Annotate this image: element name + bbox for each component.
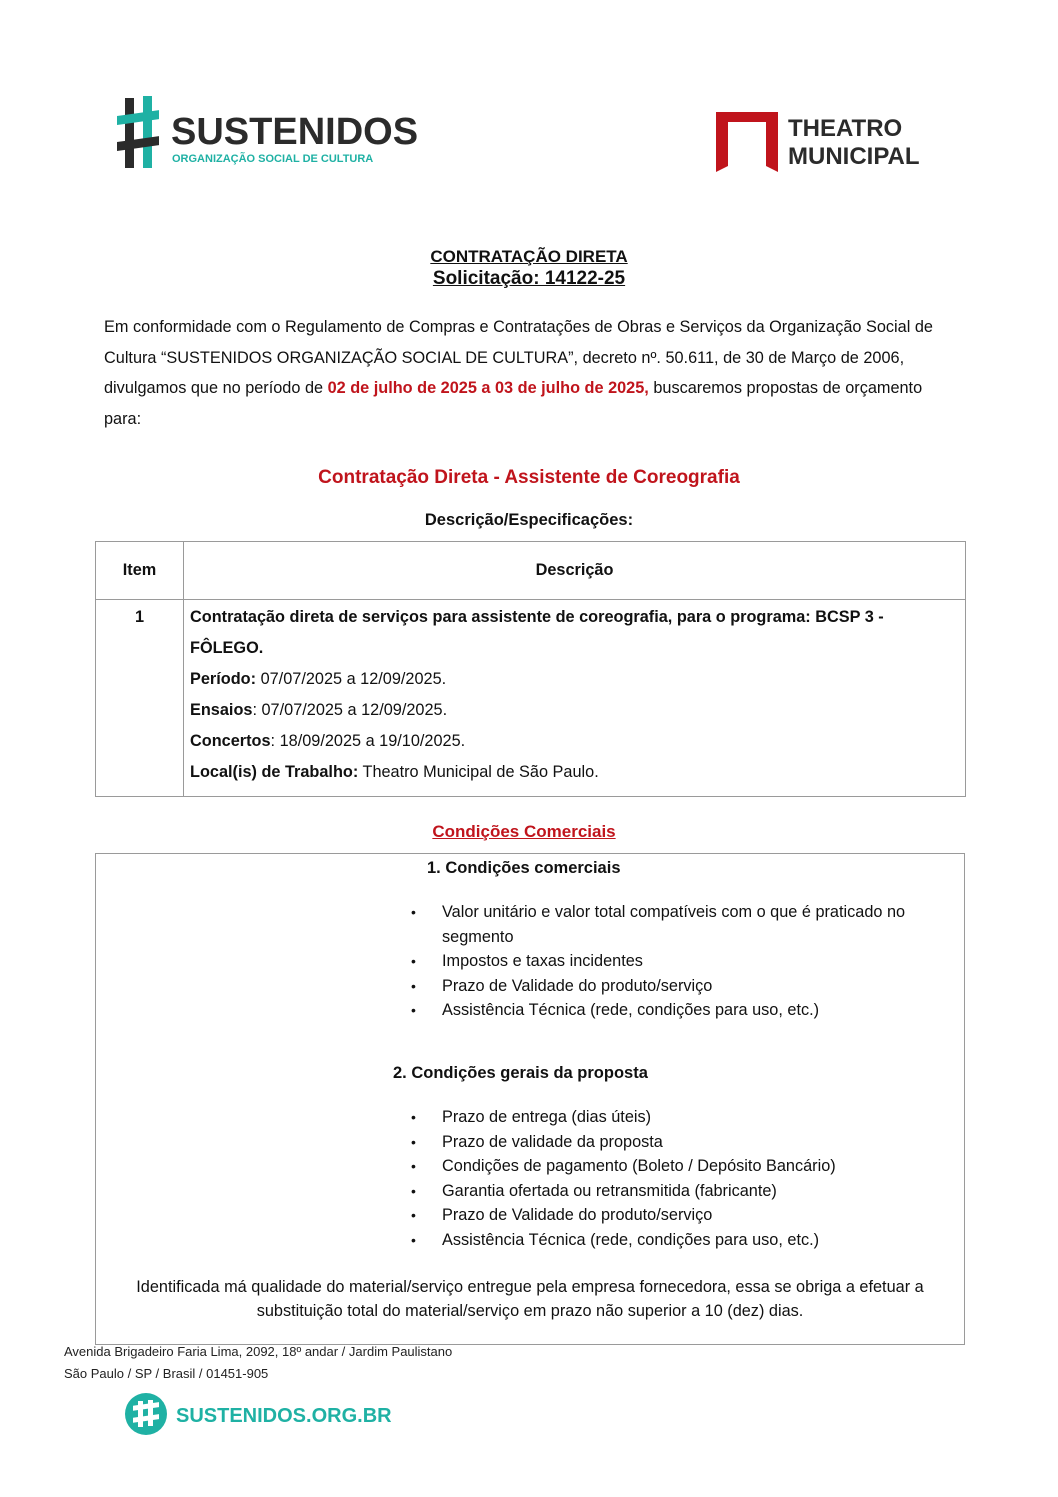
local-label: Local(is) de Trabalho: <box>190 763 359 781</box>
sustenidos-logo <box>117 96 419 172</box>
column-header-description: Descrição <box>184 542 966 600</box>
concertos-label: Concertos <box>190 732 271 750</box>
intro-period-highlight: 02 de julho de 2025 a 03 de julho de 2025, <box>327 379 649 397</box>
list-item: • Assistência Técnica (rede, condições para uso, etc.) <box>408 1228 953 1253</box>
list-item: • Condições de pagamento (Boleto / Depósito Bancário) <box>408 1154 953 1179</box>
list-item: • Garantia ofertada ou retransmitida (fabricante) <box>408 1179 953 1204</box>
periodo-line <box>190 664 959 695</box>
ensaios-line <box>190 695 959 726</box>
intro-paragraph <box>104 312 949 434</box>
periodo-value: 07/07/2025 a 12/09/2025. <box>256 670 447 688</box>
ensaios-label: Ensaios <box>190 701 253 719</box>
sustenidos-logo-subtitle: ORGANIZAÇÃO SOCIAL DE CULTURA <box>172 153 374 165</box>
list-item: • Prazo de entrega (dias úteis) <box>408 1105 953 1130</box>
conditions-group2-list <box>408 1105 953 1252</box>
theatro-logo-line1: THEATRO <box>788 115 903 142</box>
periodo-label: Período: <box>190 670 257 688</box>
ensaios-value: : 07/07/2025 a 12/09/2025. <box>252 701 448 719</box>
list-item: • Assistência Técnica (rede, condições para uso, etc.) <box>408 998 953 1023</box>
list-item: • Valor unitário e valor total compatíveis com o que é praticado no segmento <box>408 900 953 949</box>
item-number: 1 <box>96 600 184 797</box>
conditions-group1-heading: 1. Condições comerciais <box>427 859 621 877</box>
list-item: • Impostos e taxas incidentes <box>408 949 953 974</box>
hashtag-circle-icon <box>125 1393 167 1435</box>
section-title: Contratação Direta - Assistente de Coreografia <box>318 467 740 488</box>
replacement-note: Identificada má qualidade do material/serviço entregue pela empresa fornecedora, essa se obriga a efetuar a substituição total do material/serviço em prazo não superior a 10 (dez) dias. <box>136 1278 924 1320</box>
conditions-title: Condições Comerciais <box>432 822 616 841</box>
hashtag-logo-icon <box>117 96 159 168</box>
intro-text-after: buscaremos propostas de orçamento para: <box>104 379 923 428</box>
spec-table <box>95 541 966 797</box>
service-description: Contratação direta de serviços para assistente de coreografia, para o programa: BCSP 3 - FÔLEGO. <box>190 608 884 657</box>
footer-site-link[interactable]: SUSTENIDOS.ORG.BR <box>176 1405 392 1427</box>
footer-address-line1: Avenida Brigadeiro Faria Lima, 2092, 18º andar / Jardim Paulistano <box>64 1344 453 1359</box>
column-header-item: Item <box>96 542 184 600</box>
concertos-value: : 18/09/2025 a 19/10/2025. <box>270 732 466 750</box>
concertos-line <box>190 726 959 757</box>
conditions-group1-list <box>408 900 953 1023</box>
table-header-row <box>96 542 966 600</box>
theatro-portal-icon <box>716 112 778 172</box>
sustenidos-logo-text: SUSTENIDOS <box>171 111 419 153</box>
conditions-group2-heading: 2. Condições gerais da proposta <box>393 1064 648 1082</box>
theatro-municipal-logo <box>716 108 956 174</box>
table-row <box>96 600 966 797</box>
intro-text-before: Em conformidade com o Regulamento de Compras e Contratações de Obras e Serviços da Organização Social de Cultura “SUSTENIDOS ORGANIZAÇÃO SOCIAL DE CULTURA”, decreto nº. 50.611, de 30 de Março de 2006, divulgamos que no período de <box>104 318 933 397</box>
footer-address-line2: São Paulo / SP / Brasil / 01451-905 <box>64 1366 269 1381</box>
item-description <box>184 600 966 797</box>
list-item: • Prazo de validade da proposta <box>408 1130 953 1155</box>
footer-site-logo <box>124 1392 392 1436</box>
list-item: • Prazo de Validade do produto/serviço <box>408 974 953 999</box>
local-line <box>190 757 959 788</box>
spec-heading: Descrição/Especificações: <box>424 511 634 529</box>
document-title: CONTRATAÇÃO DIRETA <box>430 247 628 266</box>
list-item: • Prazo de Validade do produto/serviço <box>408 1203 953 1228</box>
request-number: Solicitação: 14122-25 <box>432 268 626 289</box>
theatro-logo-line2: MUNICIPAL <box>788 143 920 170</box>
local-value: Theatro Municipal de São Paulo. <box>358 763 599 781</box>
